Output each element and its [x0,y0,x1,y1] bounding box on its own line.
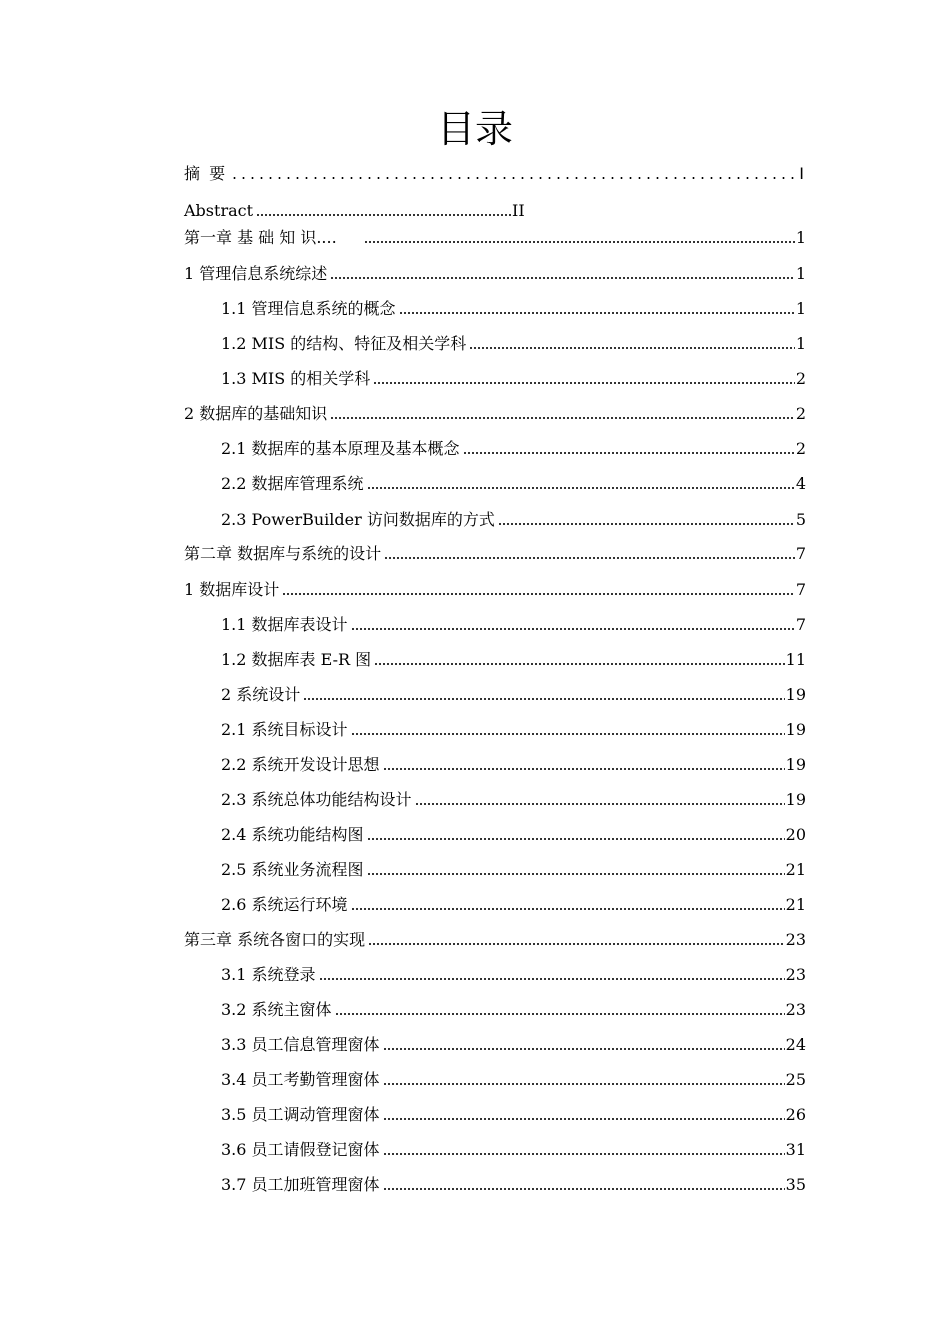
toc-entry [221,468,806,494]
toc-entry-page: I [799,164,806,183]
toc-entry-page: 1 [795,264,806,283]
toc-leader-dots [373,381,795,385]
toc-entry-text: 2 系统设计 [221,685,301,704]
toc-entry-page: 19 [785,720,806,739]
toc-entry-page: 19 [785,790,806,809]
toc-leader-dots [383,1117,785,1121]
toc-entry [221,293,806,319]
toc-leader-dots [367,872,785,876]
toc-entry-page: 19 [785,685,806,704]
toc-entry-text: 2.5 系统业务流程图 [221,860,364,879]
toc-entry [221,609,806,635]
toc-entry [221,854,806,880]
toc-entry [221,1134,806,1160]
toc-entry-page: 23 [785,930,806,949]
toc-entry-chapter-3 [184,924,806,950]
toc-leader-dots [330,276,795,280]
toc-entry [221,889,806,915]
toc-entry-text: 1 管理信息系统综述 [184,264,328,283]
toc-entry [221,433,806,459]
toc-entry-text: 第一章 基 础 知 识.... [184,228,337,247]
toc-entry-text: 2.1 数据库的基本原理及基本概念 [221,439,460,458]
toc-entry-page: 2 [795,404,806,423]
toc-entry-text: 3.3 员工信息管理窗体 [221,1035,380,1054]
toc-entry-page: 23 [785,1000,806,1019]
toc-leader-dots [368,942,785,946]
toc-entry [221,504,806,530]
toc-entry-abstract-cn [184,158,806,184]
toc-entry-page: 1 [795,299,806,318]
toc-entry-chapter-2 [184,538,806,564]
toc-entry-page: 31 [785,1140,806,1159]
toc-entry [221,994,806,1020]
toc-leader-dots [230,176,798,180]
toc-entry-page: 4 [795,474,806,493]
toc-entry-page: 7 [795,544,806,563]
toc-entry-text: 3.1 系统登录 [221,965,316,984]
toc-leader-dots [335,1012,785,1016]
toc-entry-page: II [512,201,525,220]
toc-entry-page: 21 [785,860,806,879]
toc-leader-dots [256,213,511,217]
toc-leader-dots [469,346,795,350]
toc-entry-page: 20 [785,825,806,844]
toc-entry-text: Abstract [184,201,254,220]
toc-entry-text: 2.2 系统开发设计思想 [221,755,380,774]
toc-entry-page: 21 [785,895,806,914]
toc-leader-dots [463,451,795,455]
toc-entry-page: 24 [785,1035,806,1054]
toc-leader-dots [383,1082,785,1086]
toc-entry [221,644,806,670]
toc-entry-page: 5 [795,510,806,529]
toc-entry-page: 7 [795,580,806,599]
toc-leader-dots [351,907,785,911]
toc-leader-dots [330,416,795,420]
toc-entry-text: 1.1 数据库表设计 [221,615,348,634]
toc-entry-text: 2.6 系统运行环境 [221,895,348,914]
toc-entry-text: 第三章 系统各窗口的实现 [184,930,366,949]
toc-leader-dots [399,311,795,315]
toc-entry [184,398,806,424]
toc-leader-dots [303,697,784,701]
toc-entry-text: 2.2 数据库管理系统 [221,474,364,493]
toc-entry-text: 1 数据库设计 [184,580,280,599]
toc-entry [221,363,806,389]
toc-entry [221,1064,806,1090]
toc-leader-dots [383,1047,785,1051]
toc-leader-dots [415,802,785,806]
toc-leader-dots [384,556,795,560]
toc-entry-page: 1 [795,334,806,353]
toc-leader-dots [364,240,795,244]
toc-entry-text: 1.2 MIS 的结构、特征及相关学科 [221,334,467,353]
toc-entry [221,819,806,845]
toc-leader-dots [351,732,785,736]
toc-entry-text: 3.5 员工调动管理窗体 [221,1105,380,1124]
toc-entry-text: 3.7 员工加班管理窗体 [221,1175,380,1194]
toc-entry-text: 第二章 数据库与系统的设计 [184,544,382,563]
toc-entry-page: 7 [795,615,806,634]
toc-entry-abstract-en [184,195,525,221]
toc-entry-page: 26 [785,1105,806,1124]
page-title: 目录 [436,107,513,151]
toc-entry [221,1029,806,1055]
toc-entry [221,328,806,354]
toc-leader-dots [383,767,785,771]
toc-leader-dots [374,662,785,666]
toc-entry-text: 1.1 管理信息系统的概念 [221,299,396,318]
toc-leader-dots [367,486,795,490]
toc-leader-dots [383,1187,785,1191]
toc-entry-text: 3.4 员工考勤管理窗体 [221,1070,380,1089]
toc-entry [221,959,806,985]
toc-entry-page: 23 [785,965,806,984]
toc-leader-dots [498,522,795,526]
toc-entry-page: 1 [795,228,806,247]
toc-entry [184,258,806,284]
toc-entry-text: 2 数据库的基础知识 [184,404,328,423]
toc-entry-text: 2.3 PowerBuilder 访问数据库的方式 [221,510,495,529]
toc-leader-dots [319,977,785,981]
toc-entry-page: 2 [795,439,806,458]
toc-entry-text: 3.2 系统主窗体 [221,1000,332,1019]
toc-entry [221,714,806,740]
toc-entry [184,574,806,600]
toc-entry-page: 25 [785,1070,806,1089]
toc-leader-dots [351,627,795,631]
toc-entry-chapter-1 [184,222,806,248]
toc-entry [221,749,806,775]
toc-entry [221,1099,806,1125]
toc-entry-text: 1.3 MIS 的相关学科 [221,369,371,388]
toc-entry-text: 1.2 数据库表 E-R 图 [221,650,372,669]
toc-entry [221,679,806,705]
toc-entry [221,1169,806,1195]
toc-entry-text: 2.1 系统目标设计 [221,720,348,739]
toc-entry-text: 3.6 员工请假登记窗体 [221,1140,380,1159]
toc-entry-page: 19 [785,755,806,774]
toc-entry-text: 2.4 系统功能结构图 [221,825,364,844]
toc-leader-dots [383,1152,785,1156]
toc-entry-text: 2.3 系统总体功能结构设计 [221,790,412,809]
toc-leader-dots [282,592,795,596]
toc-entry-text: 摘 要 [184,164,228,183]
toc-leader-dots [367,837,785,841]
toc-entry [221,784,806,810]
toc-entry-page: 11 [785,650,806,669]
toc-entry-page: 2 [795,369,806,388]
toc-entry-page: 35 [785,1175,806,1194]
